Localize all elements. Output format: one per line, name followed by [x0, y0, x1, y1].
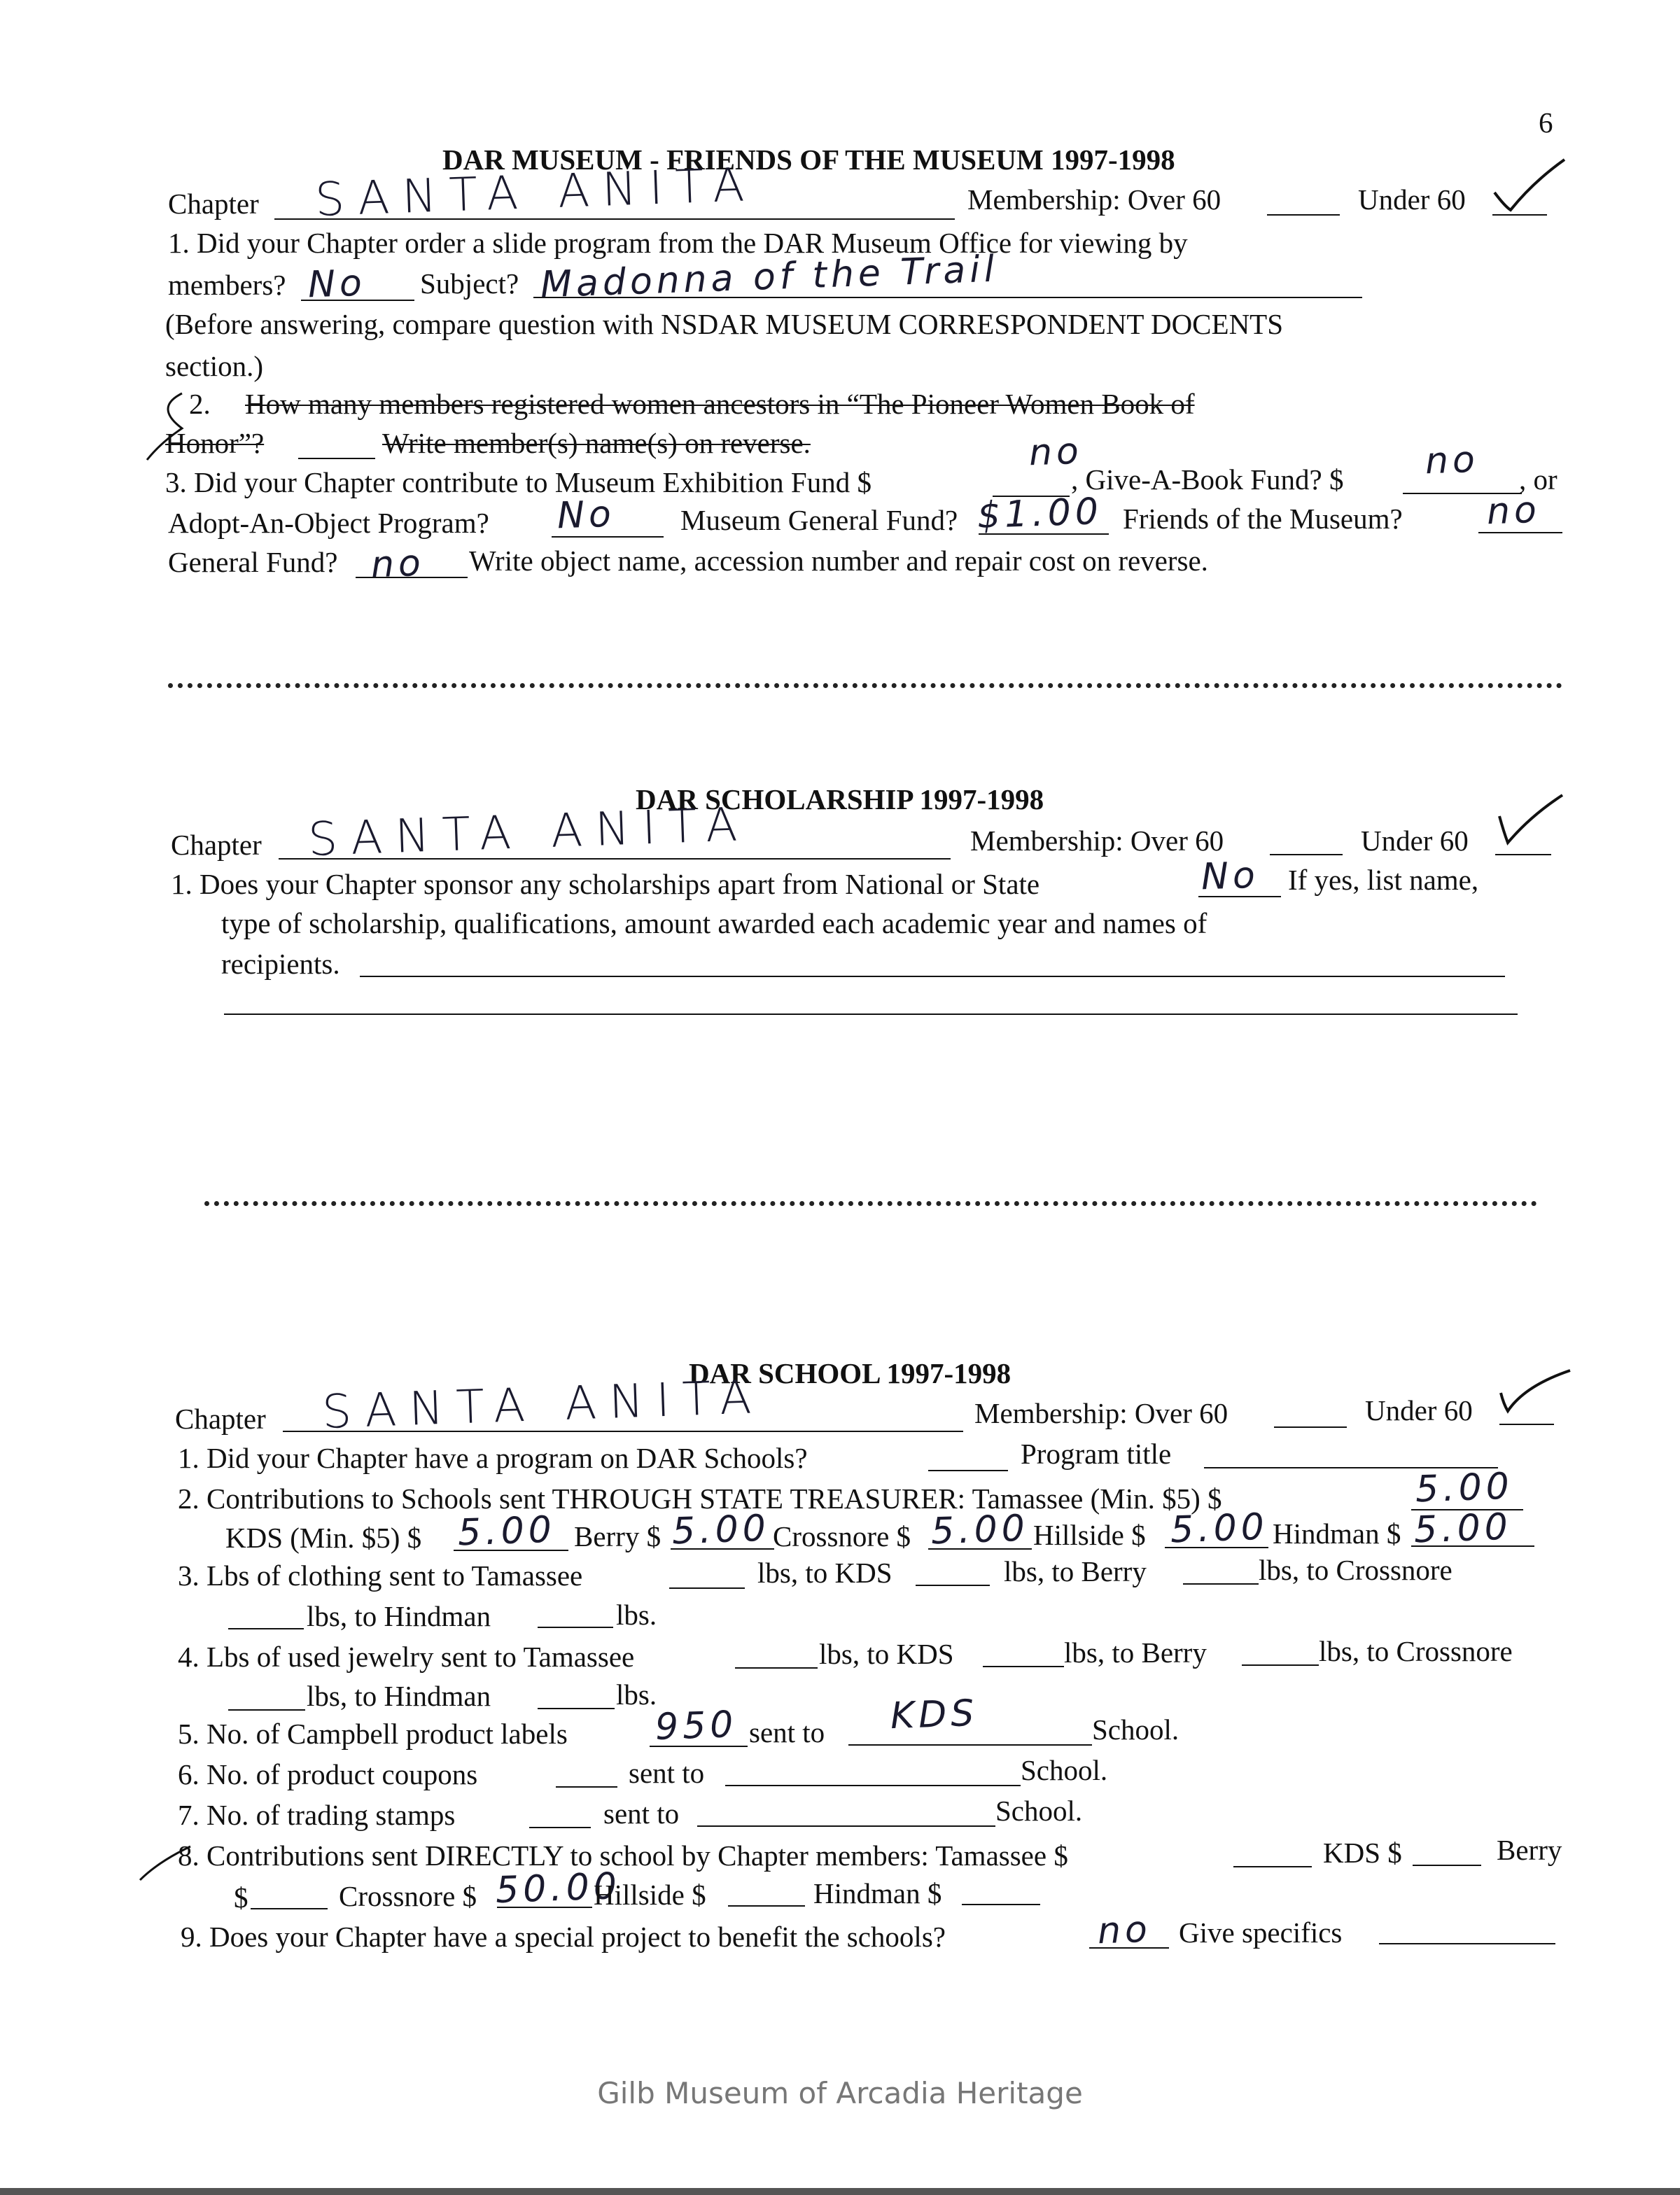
school-q8-hillside-line — [728, 1905, 805, 1907]
school-q6b: sent to — [629, 1757, 705, 1789]
school-q7-school-line — [697, 1825, 995, 1827]
page-number: 6 — [1539, 106, 1553, 139]
school-q3-kds-line — [916, 1585, 990, 1586]
museum-q2-prefix: 2. — [189, 388, 211, 420]
school-q2b-berry: Berry $ — [574, 1520, 662, 1552]
museum-under-label: Under 60 — [1358, 183, 1466, 216]
school-q4-tamassee-line — [735, 1667, 818, 1669]
school-q3b: lbs, to KDS — [757, 1557, 892, 1589]
scholarship-membership-label: Membership: Over 60 — [970, 825, 1224, 857]
museum-q1-line1: 1. Did your Chapter order a slide program from the DAR Museum Office for viewing by — [168, 227, 1188, 259]
school-q8f: Hillside $ — [594, 1879, 706, 1911]
school-q9b: Give specifics — [1179, 1916, 1343, 1949]
school-q2-kds: 5.00 — [456, 1508, 556, 1555]
school-q2b-kds: KDS (Min. $5) $ — [225, 1522, 422, 1554]
school-q1b: Program title — [1021, 1438, 1172, 1470]
school-q9-specifics-line — [1379, 1943, 1555, 1944]
school-q8-berry-line — [251, 1908, 328, 1909]
school-q1a: 1. Did your Chapter have a program on DAR Schools? — [178, 1442, 808, 1474]
museum-q2-line2: Honor”? — [165, 427, 265, 459]
museum-q3-line1b: , Give-A-Book Fund? $ — [1071, 463, 1344, 496]
school-q2b-crossnore: Crossnore $ — [773, 1520, 911, 1552]
museum-q3-line3b: Write object name, accession number and repair cost on reverse. — [469, 545, 1208, 577]
footer-watermark: Gilb Museum of Arcadia Heritage — [597, 2076, 1083, 2110]
school-q2-hindman: 5.00 — [1413, 1506, 1513, 1552]
school-chapter-label: Chapter — [175, 1403, 266, 1435]
school-q8g: Hindman $ — [813, 1877, 942, 1909]
school-q3-tamassee-line — [669, 1587, 745, 1589]
school-q3f: lbs. — [616, 1599, 657, 1631]
school-q5b: sent to — [749, 1716, 825, 1748]
school-q7-count-line — [529, 1827, 591, 1828]
school-q4-kds-line — [983, 1666, 1064, 1667]
museum-q3-line1c: , or — [1519, 463, 1558, 496]
museum-q1-note-line2: section.) — [165, 350, 264, 382]
school-q4-crossnore-line — [228, 1709, 305, 1711]
school-q8-tamassee-line — [1233, 1866, 1312, 1867]
school-q8b: KDS $ — [1323, 1837, 1402, 1869]
school-q5a: 5. No. of Campbell product labels — [178, 1718, 568, 1750]
school-q5-school-line — [848, 1744, 1092, 1746]
museum-q2-line1: How many members registered women ancestors in “The Pioneer Women Book of — [245, 388, 1195, 420]
scholarship-q1-answer: No — [1200, 854, 1260, 899]
school-q3-crossnore-line — [228, 1628, 304, 1629]
scholarship-q1-line1b: If yes, list name, — [1288, 864, 1479, 896]
museum-q3-line2a: Adopt-An-Object Program? — [168, 507, 489, 539]
museum-membership-label: Membership: Over 60 — [967, 183, 1222, 216]
museum-q1-members-value: No — [307, 262, 367, 307]
school-q1-answer-line — [928, 1470, 1008, 1471]
school-q6a: 6. No. of product coupons — [178, 1758, 478, 1790]
school-q6c: School. — [1021, 1754, 1108, 1786]
school-q3a: 3. Lbs of clothing sent to Tamassee — [178, 1559, 583, 1592]
scholarship-checkmark-icon — [1495, 788, 1565, 851]
school-q8c: Berry — [1497, 1834, 1562, 1866]
school-q9-value: no — [1096, 1908, 1152, 1953]
museum-q1-subject-value: Madonna of the Trail — [540, 248, 1000, 307]
scholarship-under60-line — [1495, 854, 1551, 855]
museum-q2-line2b: Write member(s) name(s) on reverse. — [382, 427, 811, 459]
museum-q3-exhibition-value: no — [1028, 430, 1084, 475]
school-q3-hindman-line — [538, 1627, 613, 1628]
school-q4e: lbs, to Hindman — [307, 1680, 491, 1712]
museum-section-title: DAR MUSEUM - FRIENDS OF THE MUSEUM 1997-1998 — [442, 143, 1175, 176]
school-q7c: School. — [995, 1795, 1083, 1827]
scholarship-recipients-line1 — [360, 976, 1505, 977]
school-q3d: lbs, to Crossnore — [1259, 1554, 1452, 1586]
museum-q3-line2b: Museum General Fund? — [680, 504, 958, 536]
scholarship-q1-line3: recipients. — [221, 948, 340, 980]
school-q4-berry-line — [1242, 1664, 1319, 1666]
school-q2b-hillside: Hillside $ — [1033, 1519, 1146, 1551]
museum-checkmark-icon — [1491, 154, 1568, 217]
school-q8-hindman-line — [962, 1904, 1040, 1905]
school-q2-hillside: 5.00 — [1169, 1506, 1269, 1552]
scholarship-section-title: DAR SCHOLARSHIP 1997-1998 — [636, 783, 1044, 815]
school-q8d: $ — [234, 1881, 248, 1914]
scholarship-q1-line1a: 1. Does your Chapter sponsor any scholarships apart from National or State — [171, 868, 1040, 900]
school-q4c: lbs, to Berry — [1064, 1636, 1207, 1669]
school-over60-line — [1274, 1426, 1347, 1428]
school-q6-count-line — [556, 1786, 617, 1788]
scholarship-chapter-label: Chapter — [171, 829, 262, 861]
school-q7a: 7. No. of trading stamps — [178, 1799, 456, 1831]
school-q5-value: 950 — [654, 1703, 738, 1749]
school-membership-label: Membership: Over 60 — [974, 1397, 1228, 1429]
school-q4b: lbs, to KDS — [819, 1638, 954, 1670]
school-q2-berry: 5.00 — [671, 1507, 771, 1553]
scan-bottom-edge — [0, 2188, 1680, 2195]
museum-chapter-value: SANTA ANITA — [314, 157, 758, 227]
school-q3c: lbs, to Berry — [1004, 1555, 1147, 1587]
scholarship-chapter-value: SANTA ANITA — [307, 797, 751, 867]
school-q4-hindman-line — [538, 1708, 615, 1709]
school-q4f: lbs. — [616, 1678, 657, 1711]
school-q5c: School. — [1092, 1713, 1180, 1746]
school-section-title: DAR SCHOOL 1997-1998 — [689, 1357, 1011, 1389]
scholarship-section-divider — [204, 1201, 1537, 1206]
scholarship-over60-line — [1270, 854, 1343, 855]
school-under60-line — [1499, 1424, 1554, 1425]
museum-chapter-label: Chapter — [168, 188, 259, 220]
school-q2-tamassee: 5.00 — [1414, 1465, 1514, 1511]
museum-over60-line — [1267, 214, 1340, 216]
school-chapter-value: SANTA ANITA — [321, 1370, 765, 1439]
museum-q3-line1a: 3. Did your Chapter contribute to Museum Exhibition Fund $ — [165, 466, 872, 498]
museum-q1-note-line1: (Before answering, compare question with NSDAR MUSEUM CORRESPONDENT DOCENTS — [165, 308, 1284, 340]
museum-q1-members-label: members? — [168, 269, 286, 301]
scholarship-q1-line2: type of scholarship, qualifications, amount awarded each academic year and names of — [221, 907, 1208, 939]
museum-q3-line2c: Friends of the Museum? — [1123, 503, 1403, 535]
school-q3-berry-line — [1183, 1583, 1259, 1585]
school-q5-school: KDS — [889, 1692, 979, 1738]
museum-q3-adopt-value: No — [556, 493, 616, 538]
scholarship-under-label: Under 60 — [1361, 825, 1469, 857]
museum-section-divider — [168, 683, 1562, 688]
school-q8-crossnore: 50.00 — [495, 1865, 622, 1912]
school-q8a: 8. Contributions sent DIRECTLY to school by Chapter members: Tamassee $ — [178, 1839, 1068, 1872]
school-q2b-hindman: Hindman $ — [1273, 1517, 1401, 1550]
museum-q3-book-value: no — [1424, 438, 1480, 483]
school-q2-crossnore: 5.00 — [930, 1507, 1030, 1553]
school-q7b: sent to — [603, 1797, 680, 1830]
school-q9a: 9. Does your Chapter have a special project to benefit the schools? — [181, 1921, 946, 1953]
museum-q3-general-value: $1.00 — [976, 490, 1103, 538]
school-q8-kds-line — [1413, 1865, 1481, 1866]
scholarship-recipients-line2 — [224, 1014, 1518, 1015]
school-q3e: lbs, to Hindman — [307, 1600, 491, 1632]
school-q6-school-line — [725, 1785, 1021, 1786]
school-q4a: 4. Lbs of used jewelry sent to Tamassee — [178, 1641, 635, 1673]
museum-q3-friends-value: no — [1485, 489, 1541, 533]
school-q8e: Crossnore $ — [339, 1880, 477, 1912]
school-q2a: 2. Contributions to Schools sent THROUGH STATE TREASURER: Tamassee (Min. $5) $ — [178, 1482, 1222, 1515]
museum-q3-line3a: General Fund? — [168, 546, 338, 578]
school-checkmark-icon — [1497, 1365, 1574, 1421]
school-q4d: lbs, to Crossnore — [1319, 1635, 1513, 1667]
school-under-label: Under 60 — [1365, 1394, 1473, 1426]
museum-q1-subject-label: Subject? — [420, 267, 519, 300]
museum-q2-answer-line — [298, 458, 375, 459]
museum-q3-general2-value: no — [370, 542, 426, 587]
